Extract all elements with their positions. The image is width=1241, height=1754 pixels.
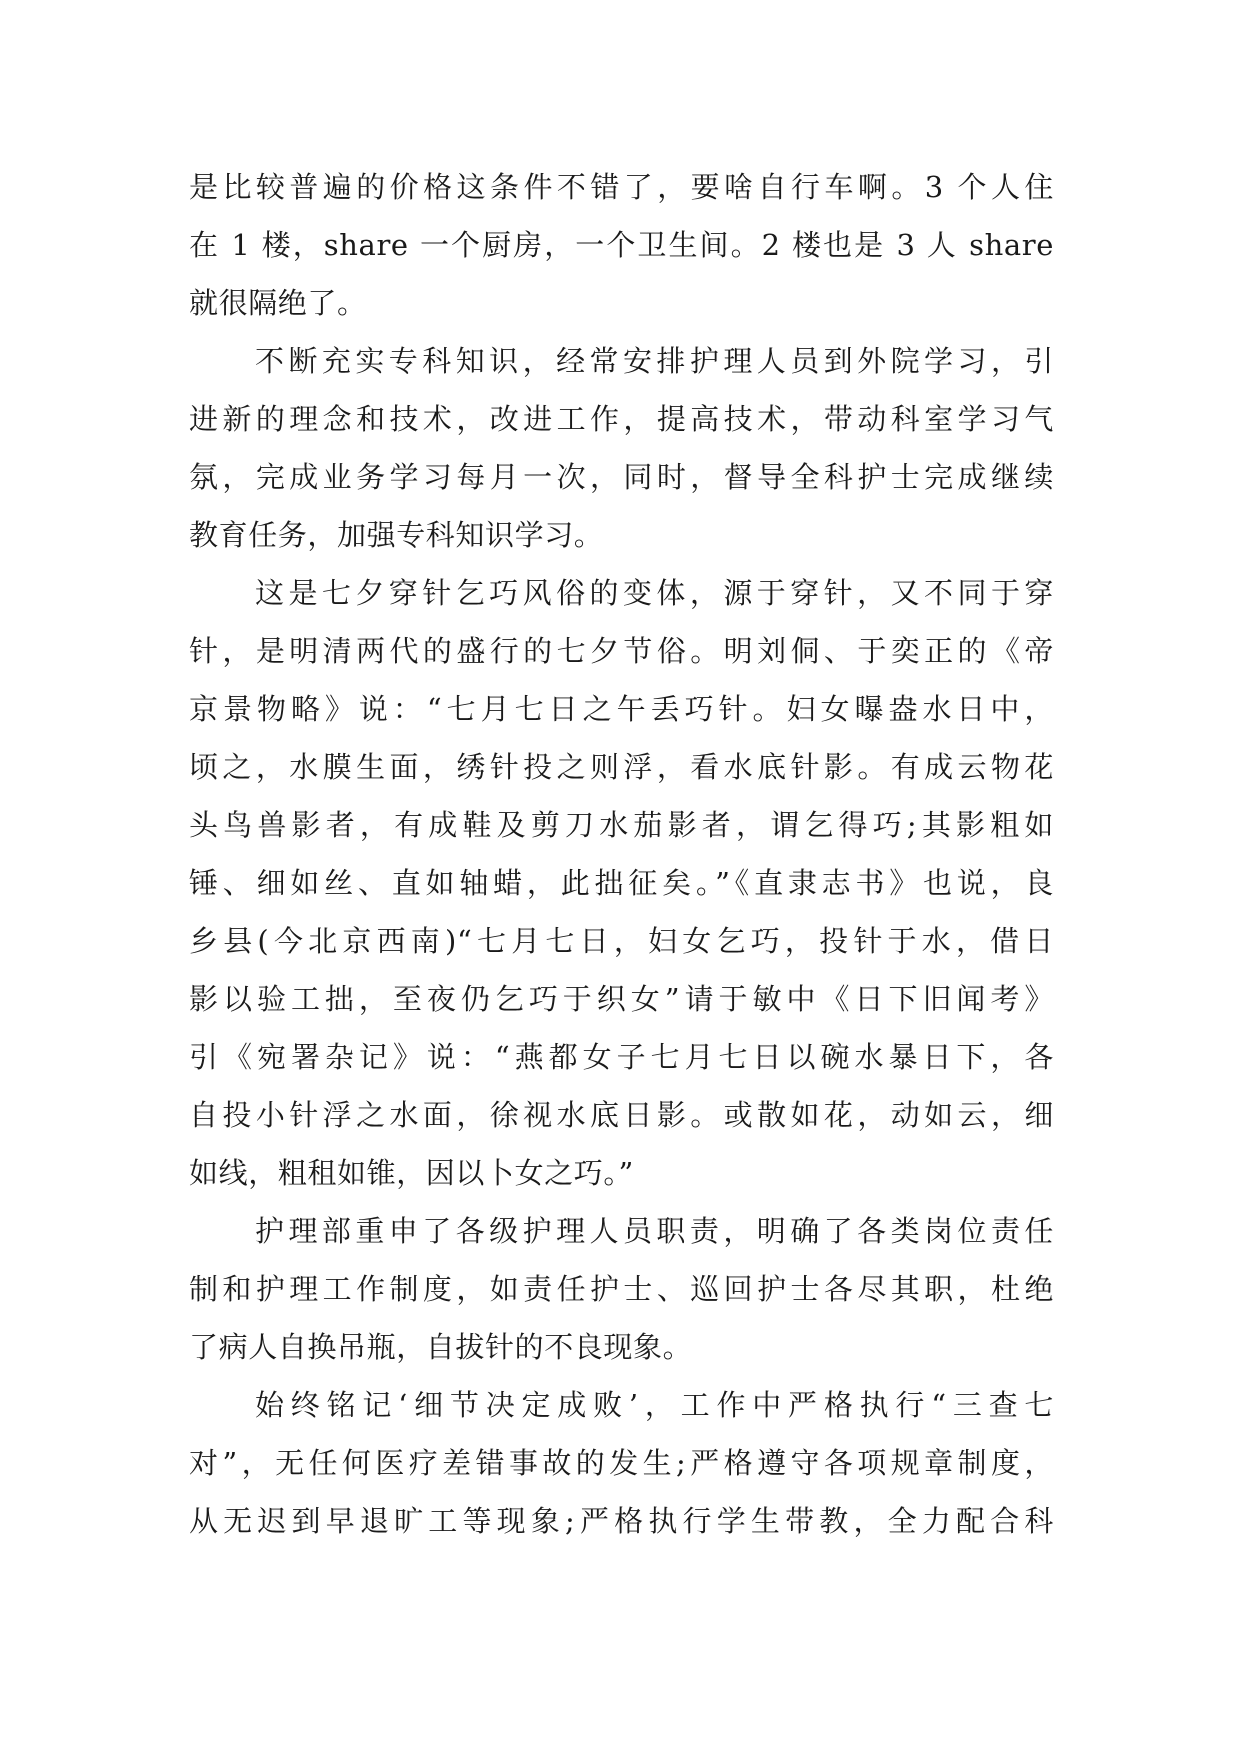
paragraph-line: 从无迟到早退旷工等现象;严格执行学生带教，全力配合科	[189, 1504, 1054, 1538]
paragraph-line: 进新的理念和技术，改进工作，提高技术，带动科室学习气	[189, 402, 1054, 436]
paragraph-line: 影以验工拙，至夜仍乞巧于织女”请于敏中《日下旧闻考》	[189, 982, 1054, 1016]
paragraph-line: 制和护理工作制度，如责任护士、巡回护士各尽其职，杜绝	[189, 1272, 1054, 1306]
paragraph-line: 对”，无任何医疗差错事故的发生;严格遵守各项规章制度，	[189, 1446, 1054, 1480]
paragraph-line: 京景物略》说：“七月七日之午丢巧针。妇女曝盎水日中，	[189, 692, 1054, 726]
paragraph-line: 教育任务，加强专科知识学习。	[189, 518, 604, 552]
paragraph-line: 不断充实专科知识，经常安排护理人员到外院学习，引	[255, 344, 1054, 378]
paragraph-line: 是比较普遍的价格这条件不错了，要啥自行车啊。3 个人住	[189, 170, 1054, 204]
paragraph-line: 乡县(今北京西南)“七月七日，妇女乞巧，投针于水，借日	[189, 924, 1054, 958]
paragraph-line: 如线，粗租如锥，因以卜女之巧。”	[189, 1156, 634, 1190]
paragraph-line: 头鸟兽影者，有成鞋及剪刀水茄影者，谓乞得巧;其影粗如	[189, 808, 1054, 842]
paragraph-line: 氛，完成业务学习每月一次，同时，督导全科护士完成继续	[189, 460, 1054, 494]
paragraph-line: 这是七夕穿针乞巧风俗的变体，源于穿针，又不同于穿	[255, 576, 1054, 610]
document-body	[189, 158, 1054, 1550]
paragraph-line: 在 1 楼，share 一个厨房，一个卫生间。2 楼也是 3 人 share	[189, 228, 1054, 262]
paragraph-line: 锤、细如丝、直如轴蜡，此拙征矣。”《直隶志书》也说，良	[189, 866, 1054, 900]
paragraph-line: 自投小针浮之水面，徐视水底日影。或散如花，动如云，细	[189, 1098, 1054, 1132]
paragraph-line: 顷之，水膜生面，绣针投之则浮，看水底针影。有成云物花	[189, 750, 1054, 784]
paragraph-line: 引《宛署杂记》说：“燕都女子七月七日以碗水暴日下，各	[189, 1040, 1054, 1074]
paragraph-line: 就很隔绝了。	[189, 286, 367, 320]
paragraph-line: 了病人自换吊瓶，自拔针的不良现象。	[189, 1330, 693, 1364]
paragraph-line: 护理部重申了各级护理人员职责，明确了各类岗位责任	[255, 1214, 1054, 1248]
paragraph-line: 始终铭记‘细节决定成败’，工作中严格执行“三查七	[255, 1388, 1054, 1422]
paragraph-line: 针，是明清两代的盛行的七夕节俗。明刘侗、于奕正的《帝	[189, 634, 1054, 668]
